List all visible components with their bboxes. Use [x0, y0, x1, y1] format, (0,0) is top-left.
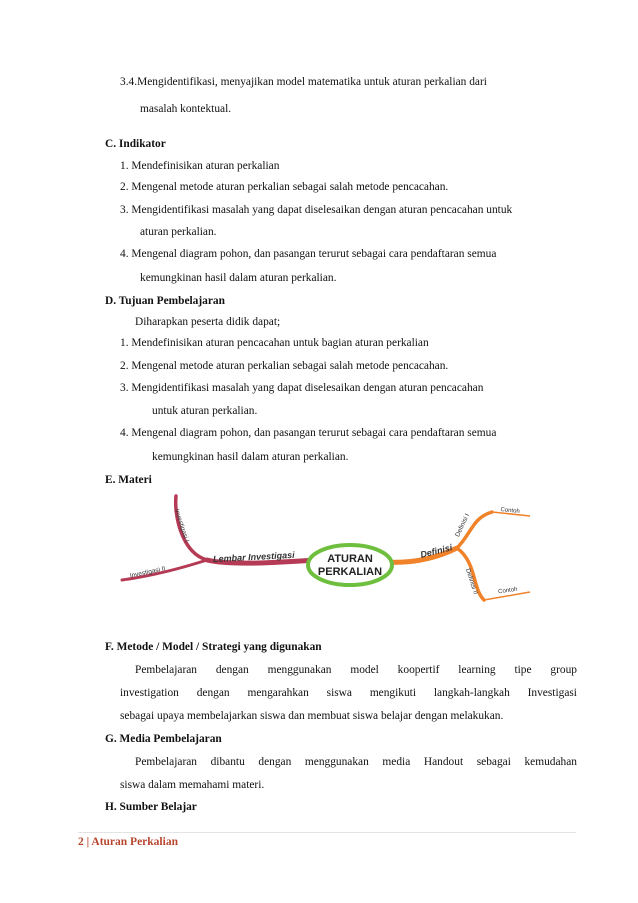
section-heading-tujuan: D. Tujuan Pembelajaran — [105, 295, 225, 307]
list-item: 3. Mengidentifikasi masalah yang dapat diselesaikan dengan aturan pencacahan — [120, 382, 484, 394]
competency-line-2: masalah kontektual. — [140, 103, 232, 115]
word: mengarahkan — [247, 687, 309, 699]
word: investigation — [120, 687, 179, 699]
label-contoh-2: Contoh — [497, 586, 518, 596]
center-node — [308, 545, 392, 585]
section-heading-materi: E. Materi — [105, 474, 152, 486]
word: learning — [458, 664, 496, 676]
word: Pembelajaran — [135, 664, 197, 676]
page-footer: 2 | Aturan Perkalian — [78, 836, 178, 848]
center-label-2: PERKALIAN — [317, 566, 383, 578]
center-label-1: ATURAN — [327, 553, 373, 565]
tujuan-intro: Diharapkan peserta didik dapat; — [135, 316, 281, 328]
section-heading-metode: F. Metode / Model / Strategi yang digunakan — [105, 641, 322, 653]
list-item-continuation: untuk aturan perkalian. — [152, 405, 258, 417]
word: model — [350, 664, 379, 676]
list-item: 4. Mengenal diagram pohon, dan pasangan terurut sebagai cara pendaftaran semua — [120, 248, 497, 260]
word: Handout — [423, 756, 464, 768]
media-line-2: siswa dalam memahami materi. — [120, 779, 265, 791]
word: dengan — [196, 687, 230, 699]
label-definisi-1: Definisi I — [454, 512, 472, 539]
mind-map-diagram — [112, 488, 532, 608]
label-definisi-2: Definisi II — [463, 567, 479, 596]
metode-line-3: sebagai upaya membelajarkan siswa dan membuat siswa belajar dengan melakukan. — [120, 710, 504, 722]
word: menggunakan — [267, 664, 332, 676]
list-item: 3. Mengidentifikasi masalah yang dapat diselesaikan dengan aturan pencacahan untuk — [120, 204, 513, 216]
list-item: 2. Mengenal metode aturan perkalian sebagai salah metode pencacahan. — [120, 360, 449, 372]
word: mengikuti — [369, 687, 417, 699]
footer-divider — [78, 832, 576, 833]
list-item: 2. Mengenal metode aturan perkalian sebagai salah metode pencacahan. — [120, 181, 449, 193]
list-item-continuation: kemungkinan hasil dalam aturan perkalian. — [140, 272, 337, 284]
label-investigasi-2: Investigasi II — [129, 565, 167, 580]
section-heading-indikator: C. Indikator — [105, 138, 166, 150]
label-investigasi-1: Investigasi I — [172, 508, 191, 543]
label-definisi: Definisi — [419, 542, 454, 560]
label-lembar-investigasi: Lembar Investigasi — [212, 549, 295, 565]
list-item: 4. Mengenal diagram pohon, dan pasangan terurut sebagai cara pendaftaran semua — [120, 427, 497, 439]
competency-line-1: 3.4.Mengidentifikasi, menyajikan model matematika untuk aturan perkalian dari — [120, 76, 487, 88]
word: dibantu — [210, 756, 245, 768]
word: kemudahan — [524, 756, 577, 768]
word: group — [550, 664, 577, 676]
section-heading-media: G. Media Pembelajaran — [105, 733, 222, 745]
word: siswa — [326, 687, 352, 699]
word: langkah-langkah — [433, 687, 510, 699]
metode-line-2 — [120, 686, 577, 700]
label-contoh-1: Contoh — [500, 507, 521, 516]
word: tipe — [514, 664, 532, 676]
word: sebagai — [476, 756, 511, 768]
word: dengan — [258, 756, 292, 768]
word: menggunakan — [304, 756, 369, 768]
word: Investigasi — [527, 687, 577, 699]
list-item-continuation: kemungkinan hasil dalam aturan perkalian. — [152, 451, 349, 463]
metode-line-1 — [135, 663, 577, 677]
word: koopertif — [397, 664, 440, 676]
word: media — [382, 756, 411, 768]
list-item: 1. Mendefinisikan aturan pencacahan untuk bagian aturan perkalian — [120, 337, 429, 349]
section-heading-sumber: H. Sumber Belajar — [105, 801, 197, 813]
word: Pembelajaran — [135, 756, 197, 768]
word: dengan — [215, 664, 249, 676]
list-item: 1. Mendefinisikan aturan perkalian — [120, 160, 280, 172]
list-item-continuation: aturan perkalian. — [140, 226, 217, 238]
media-line-1 — [135, 755, 577, 769]
